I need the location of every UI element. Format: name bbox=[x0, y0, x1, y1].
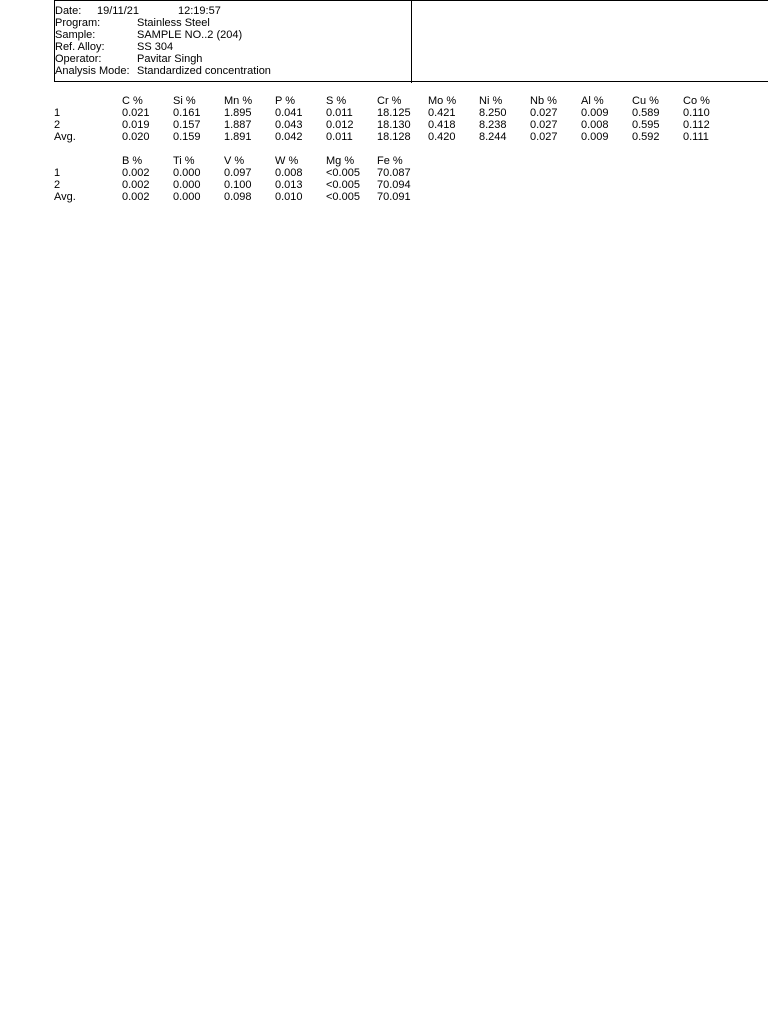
table-cell: 0.112 bbox=[683, 119, 710, 131]
row-label: 2 bbox=[54, 179, 61, 191]
table-cell: 0.161 bbox=[173, 107, 201, 119]
table-cell: 0.097 bbox=[224, 167, 252, 179]
operator-label: Operator: bbox=[55, 53, 102, 65]
table-cell: 1.891 bbox=[224, 131, 252, 143]
table-cell: 0.000 bbox=[173, 179, 201, 191]
row-label: 2 bbox=[54, 119, 61, 131]
table-cell: 18.130 bbox=[377, 119, 411, 131]
table-cell: 0.110 bbox=[683, 107, 710, 119]
table-cell: 18.125 bbox=[377, 107, 411, 119]
table-cell: 0.008 bbox=[275, 167, 303, 179]
sample-label: Sample: bbox=[55, 29, 96, 41]
table-cell: 1.887 bbox=[224, 119, 252, 131]
table-cell: 0.011 bbox=[326, 131, 353, 143]
table-cell: 70.087 bbox=[377, 167, 411, 179]
table-cell: 0.589 bbox=[632, 107, 660, 119]
table-cell: 0.041 bbox=[275, 107, 303, 119]
date-value: 19/11/21 bbox=[97, 5, 140, 17]
element-table-2 bbox=[54, 155, 754, 203]
analysis-mode-value: Standardized concentration bbox=[137, 65, 271, 77]
table-cell: 0.595 bbox=[632, 119, 660, 131]
program-label: Program: bbox=[55, 17, 101, 29]
table-cell: 0.027 bbox=[530, 107, 558, 119]
table-cell: 0.027 bbox=[530, 131, 558, 143]
table-cell: 70.094 bbox=[377, 179, 411, 191]
column-header: Cu % bbox=[632, 95, 659, 107]
header-divider bbox=[411, 1, 412, 83]
row-label: 1 bbox=[54, 167, 61, 179]
row-label: Avg. bbox=[54, 131, 76, 143]
table-cell: <0.005 bbox=[326, 179, 360, 191]
table-cell: 0.009 bbox=[581, 107, 609, 119]
column-header: W % bbox=[275, 155, 299, 167]
column-header: S % bbox=[326, 95, 347, 107]
table-cell: 0.008 bbox=[581, 119, 609, 131]
time-value: 12:19:57 bbox=[178, 5, 221, 17]
column-header: Ni % bbox=[479, 95, 503, 107]
table-cell: 8.238 bbox=[479, 119, 507, 131]
column-header: C % bbox=[122, 95, 143, 107]
row-label: 1 bbox=[54, 107, 61, 119]
table-cell: 0.000 bbox=[173, 191, 201, 203]
table-cell: 0.012 bbox=[326, 119, 354, 131]
column-header: P % bbox=[275, 95, 295, 107]
column-header: Ti % bbox=[173, 155, 195, 167]
table-cell: 0.021 bbox=[122, 107, 150, 119]
table-cell: 0.020 bbox=[122, 131, 150, 143]
column-header: Mg % bbox=[326, 155, 355, 167]
program-value: Stainless Steel bbox=[137, 17, 210, 29]
analysis-mode-label: Analysis Mode: bbox=[55, 65, 130, 77]
report-header-box bbox=[54, 0, 768, 82]
column-header: Fe % bbox=[377, 155, 403, 167]
table-cell: 0.027 bbox=[530, 119, 558, 131]
table-cell: <0.005 bbox=[326, 191, 360, 203]
table-cell: 0.420 bbox=[428, 131, 456, 143]
table-cell: 0.421 bbox=[428, 107, 456, 119]
column-header: Mn % bbox=[224, 95, 253, 107]
column-header: Si % bbox=[173, 95, 196, 107]
table-cell: 8.244 bbox=[479, 131, 507, 143]
operator-value: Pavitar Singh bbox=[137, 53, 203, 65]
column-header: Al % bbox=[581, 95, 604, 107]
table-cell: 0.010 bbox=[275, 191, 303, 203]
table-cell: 0.019 bbox=[122, 119, 150, 131]
table-cell: 0.042 bbox=[275, 131, 303, 143]
table-cell: 70.091 bbox=[377, 191, 411, 203]
table-cell: 0.013 bbox=[275, 179, 303, 191]
column-header: Mo % bbox=[428, 95, 457, 107]
column-header: B % bbox=[122, 155, 143, 167]
column-header: Nb % bbox=[530, 95, 557, 107]
table-cell: 0.002 bbox=[122, 167, 150, 179]
table-cell: 0.000 bbox=[173, 167, 201, 179]
table-cell: 0.002 bbox=[122, 191, 150, 203]
table-cell: 1.895 bbox=[224, 107, 252, 119]
table-cell: 8.250 bbox=[479, 107, 507, 119]
table-cell: 0.157 bbox=[173, 119, 201, 131]
table-cell: 0.098 bbox=[224, 191, 252, 203]
table-cell: 0.100 bbox=[224, 179, 252, 191]
table-cell: 0.418 bbox=[428, 119, 456, 131]
column-header: Cr % bbox=[377, 95, 402, 107]
table-cell: 0.592 bbox=[632, 131, 660, 143]
table-cell: 0.159 bbox=[173, 131, 201, 143]
table-cell: 0.011 bbox=[326, 107, 353, 119]
ref-alloy-value: SS 304 bbox=[137, 41, 174, 53]
row-label: Avg. bbox=[54, 191, 76, 203]
table-cell: 0.111 bbox=[683, 131, 709, 143]
table-cell: 18.128 bbox=[377, 131, 411, 143]
table-cell: 0.043 bbox=[275, 119, 303, 131]
sample-value: SAMPLE NO..2 (204) bbox=[137, 29, 243, 41]
element-table-1 bbox=[54, 95, 754, 143]
ref-alloy-label: Ref. Alloy: bbox=[55, 41, 105, 53]
table-cell: 0.002 bbox=[122, 179, 150, 191]
table-cell: 0.009 bbox=[581, 131, 609, 143]
column-header: V % bbox=[224, 155, 245, 167]
date-label: Date: bbox=[55, 5, 82, 17]
column-header: Co % bbox=[683, 95, 710, 107]
table-cell: <0.005 bbox=[326, 167, 360, 179]
